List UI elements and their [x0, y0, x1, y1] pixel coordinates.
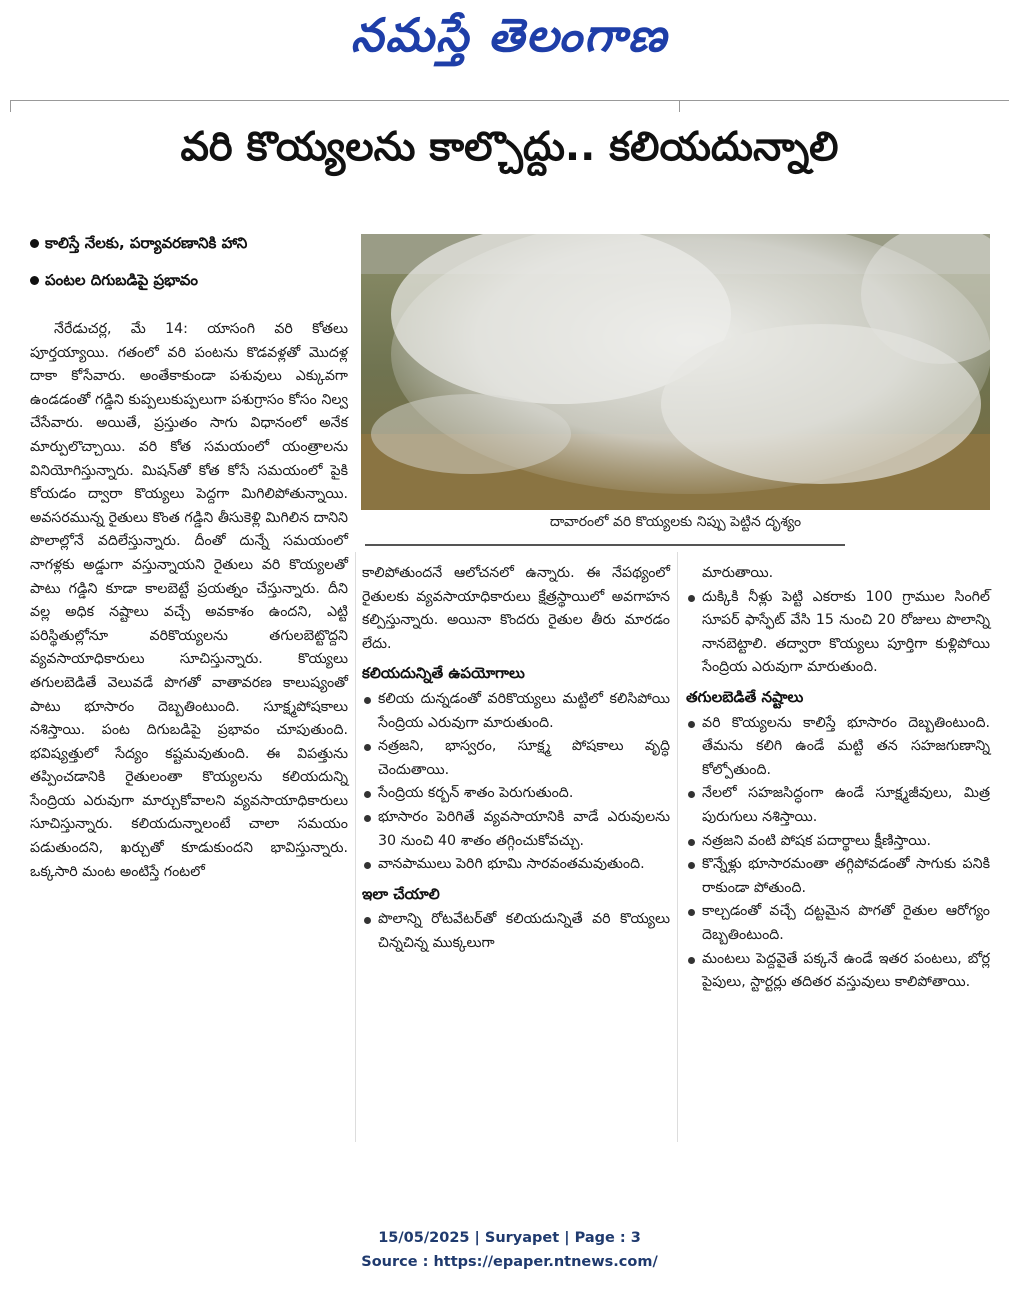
- footer-dateline: 15/05/2025 | Suryapet | Page : 3: [378, 1230, 641, 1246]
- list-item: పొలాన్ని రోటవేటర్‌తో కలియదున్నితే వరి కొయ్యలు చిన్నచిన్న ముక్కలుగా: [362, 908, 670, 955]
- list-item: మంటలు పెద్దవైతే పక్కనే ఉండే ఇతర పంటలు, బోర్ల పైపులు, స్టార్టర్లు తదితర వస్తువులు కాలిపోతాయి.: [686, 948, 990, 995]
- list-item: సేంద్రియ కర్బన్ శాతం పెరుగుతుంది.: [362, 782, 670, 806]
- header-divider: [10, 100, 1009, 101]
- list-item: నేలలో సహజసిద్ధంగా ఉండే సూక్ష్మజీవులు, మిత్ర పురుగులు నశిస్తాయి.: [686, 782, 990, 829]
- newspaper-masthead: [0, 8, 1019, 74]
- field-smoke-image: [361, 234, 990, 510]
- highlight-item: [30, 271, 198, 293]
- article-column-2: [362, 562, 670, 956]
- highlight-text: కాలిస్తే నేలకు, పర్యావరణానికి హాని: [45, 234, 248, 252]
- article-column-3: [686, 562, 990, 995]
- caption-divider: [365, 544, 845, 546]
- column-divider: [355, 552, 356, 1142]
- article-body-continued: మారుతాయి.: [702, 565, 774, 581]
- highlight-item: [30, 234, 247, 256]
- article-column-1: [30, 318, 348, 884]
- article-headline: వరి కొయ్యలను కాల్చొద్దు.. కలియదున్నాలి: [180, 124, 839, 170]
- highlight-text: పంటల దిగుబడిపై ప్రభావం: [45, 271, 199, 289]
- divider-tick: [10, 100, 11, 112]
- article-body-continued: కాలిపోతుందనే ఆలోచనలో ఉన్నారు. ఈ నేపథ్యంలో రైతులకు వ్యవసాయాధికారులు క్షేత్రస్థాయిలో అవగాహన కల్పిస్తున్నారు. అయినా కొందరు రైతుల తీరు మారడం లేదు.: [362, 565, 670, 652]
- list-item: నత్రజని, భాస్వరం, సూక్ష్మ పోషకాలు వృద్ధి చెందుతాయి.: [362, 735, 670, 782]
- section-heading-benefits: కలియదున్నితే ఉపయోగాలు: [362, 664, 525, 683]
- bullet-dot-icon: [30, 276, 39, 285]
- stubble-burning-photo: [361, 234, 990, 510]
- masthead-title: నమస్తే తెలంగాణ: [350, 8, 669, 62]
- footer-source: Source : https://epaper.ntnews.com/: [361, 1254, 658, 1270]
- list-item: కలియ దున్నడంతో వరికొయ్యలు మట్టిలో కలిసిపోయి సేంద్రియ ఎరువుగా మారుతుంది.: [362, 688, 670, 735]
- list-item: కాల్చడంతో వచ్చే దట్టమైన పొగతో రైతుల ఆరోగ్యం దెబ్బతింటుంది.: [686, 900, 990, 947]
- list-item: కొన్నేళ్లు భూసారమంతా తగ్గిపోవడంతో సాగుకు పనికి రాకుండా పోతుంది.: [686, 853, 990, 900]
- divider-tick: [679, 100, 680, 112]
- list-item: భూసారం పెరిగితే వ్యవసాయానికి వాడే ఎరువులను 30 నుంచి 40 శాతం తగ్గించుకోవచ్చు.: [362, 806, 670, 853]
- list-item: దుక్కికి నీళ్లు పెట్టి ఎకరాకు 100 గ్రాముల సింగిల్ సూపర్ ఫాస్ఫేట్ వేసి 15 నుంచి 20 రోజులు పొలాన్ని నానబెట్టాలి. తద్వారా కొయ్యలు పూర్తిగా కుళ్లిపోయి సేంద్రియ ఎరువుగా మారుతుంది.: [686, 586, 990, 680]
- column-divider: [677, 552, 678, 1142]
- list-item: వరి కొయ్యలను కాలిస్తే భూసారం దెబ్బతింటుంది. తేమను కలిగి ఉండే మట్టి తన సహజగుణాన్ని కోల్పోతుంది.: [686, 712, 990, 783]
- list-item: వానపాములు పెరిగి భూమి సారవంతమవుతుంది.: [362, 853, 670, 877]
- list-item: నత్రజని వంటి పోషక పదార్థాలు క్షీణిస్తాయి.: [686, 830, 990, 854]
- bullet-dot-icon: [30, 239, 39, 248]
- section-heading-harms: తగులబెడితే నష్టాలు: [686, 687, 804, 706]
- article-body: నేరేడుచర్ల, మే 14: యాసంగి వరి కోతలు పూర్తయ్యాయి. గతంలో వరి పంటను కొడవళ్లతో మొదళ్ల దాకా కోసేవారు. అంతేకాకుండా పశువులు ఎక్కువగా ఉండడంతో గడ్డిని కుప్పలుకుప్పలుగా పశుగ్రాసం కోసం నిల్వ చేసేవారు. అయితే, ప్రస్తుతం సాగు విధానంలో అనేక మార్పులొచ్చాయి. వరి కోత సమయంలో యంత్రాలను వినియోగిస్తున్నారు. మిషన్‌తో కోత కోసే సమయంలో పైకి కోయడం ద్వారా కొయ్యలు పెద్దగా మిగిలిపోతున్నాయి. అవసరమున్న రైతులు కొంత గడ్డిని తీసుకెళ్లి మిగిలిన దానిని పొలాల్లోనే వదిలేస్తున్నారు. దీంతో దున్నే సమయంలో నాగళ్లకు అడ్డుగా వస్తున్నాయని రైతులు వరి కొయ్యలతో పాటు గడ్డిని కూడా కాలబెట్టే ప్రయత్నం చేస్తున్నారు. దీని వల్ల అధిక నష్టాలు వచ్చే అవకాశం ఉందని, ఎట్టి పరిస్థితుల్లోనూ వరికొయ్యలను తగులబెట్టొద్దని వ్యవసాయాధికారులు సూచిస్తున్నారు. కొయ్యలు తగులబెడితే వెలువడే పొగతో వాతావరణ కాలుష్యంతో పాటు భూసారం దెబ్బతింటుంది. సూక్ష్మపోషకాలు నశిస్తాయి. పంట దిగుబడిపై ప్రభావం చూపుతుంది. భవిష్యత్తులో సేద్యం కష్టమవుతుంది. ఈ విపత్తును తప్పించడానికి రైతులంతా కొయ్యలను కలియదున్ని సేంద్రియ ఎరువుగా మార్చుకోవాలని వ్యవసాయాధికారులు సూచిస్తున్నారు. కలియదున్నాలంటే చాలా సమయం పడుతుందని, ఖర్చుతో కూడుకుందని భావిస్తున్నారు. ఒక్కసారి మంట అంటిస్తే గంటలో: [30, 321, 348, 880]
- section-heading-howto: ఇలా చేయాలి: [362, 884, 440, 903]
- photo-caption: దావారంలో వరి కొయ్యలకు నిప్పు పెట్టిన దృశ్యం: [549, 514, 802, 530]
